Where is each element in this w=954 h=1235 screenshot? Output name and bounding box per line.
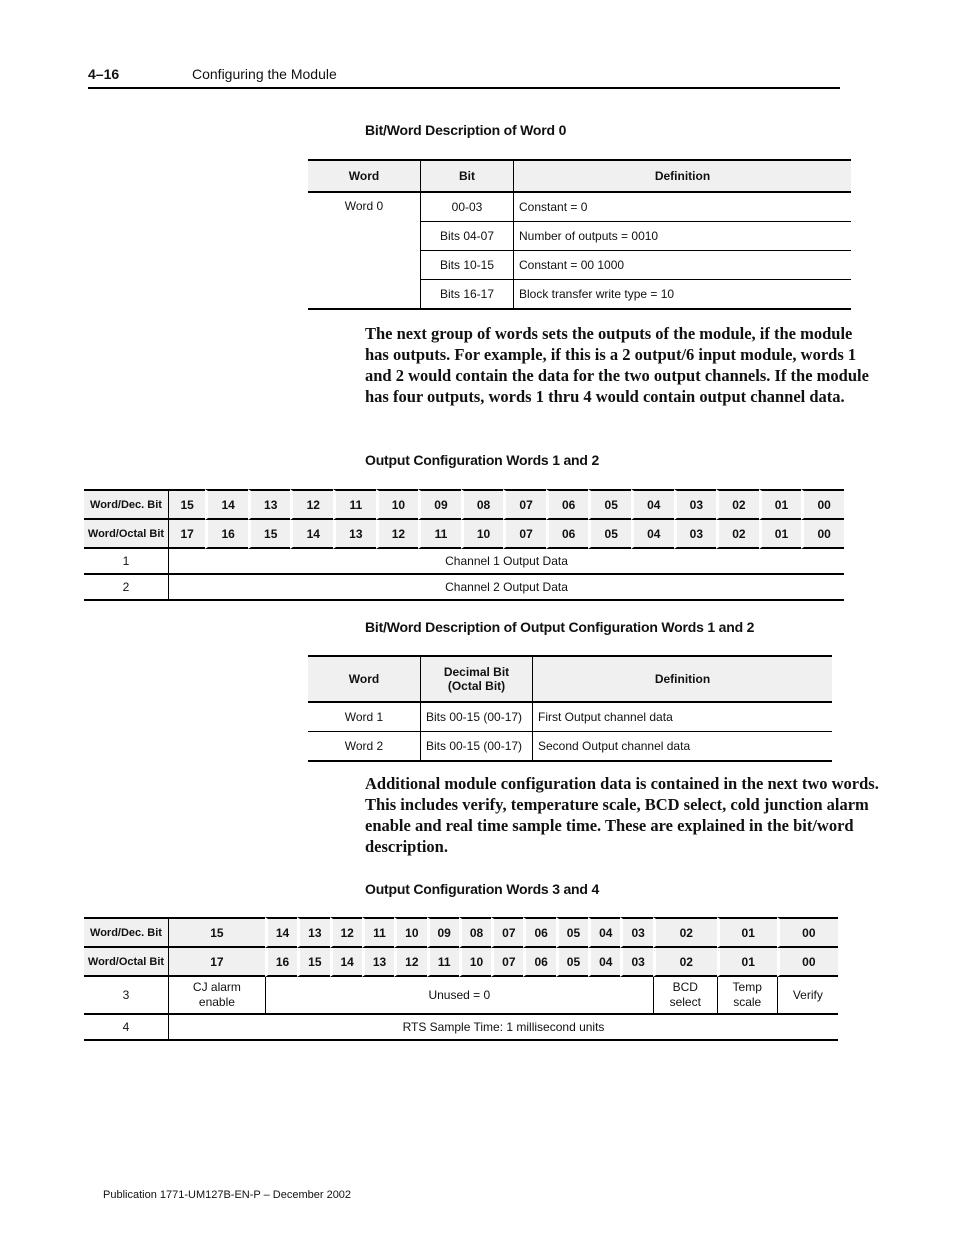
bit-number-cell: 07 [491,917,523,948]
word-cell: Word 0 [308,192,421,309]
body-paragraph-1: The next group of words sets the outputs of the module, if the module has outputs. For example, if this is a 2 output/6 input module, words 1 and 2 would contain the data for the two output channels. If the module has four outputs, words 1 thru 4 would contain output channel data. [365,324,869,406]
bit-number-cell: 05 [588,489,631,520]
bit-number-cell: 11 [362,917,394,948]
bit-number-cell: 00 [777,948,838,977]
word-cell: Word 1 [308,702,421,732]
col-header-definition: Definition [533,656,833,702]
bit-cell: Bits 00-15 (00-17) [421,732,533,762]
page-number: 4–16 [88,66,120,82]
bit-number-cell: 13 [297,917,329,948]
bit-number-cell: 01 [717,948,777,977]
bit-number-cell: 15 [248,520,291,549]
definition-cell: Block transfer write type = 10 [514,280,852,310]
bit-number-cell: 04 [588,948,620,977]
definition-cell: Number of outputs = 0010 [514,222,852,251]
bit-number-cell: 14 [265,917,297,948]
bit-number-cell: 03 [620,948,652,977]
bit-number-cell: 02 [716,489,759,520]
col-header-word: Word [308,656,421,702]
grid1-caption: Output Configuration Words 1 and 2 [365,452,600,468]
bit-cell: Bits 16-17 [421,280,514,310]
bit-number-cell: 11 [427,948,459,977]
grid2-caption: Output Configuration Words 3 and 4 [365,881,600,897]
bit-number-cell: 05 [588,520,631,549]
bit-number-cell: 15 [168,489,205,520]
col-header-bit: Bit [421,160,514,192]
output-config-words-1-2-grid [84,489,844,601]
bit-cell: 00-03 [421,192,514,222]
rts-sample-time-field: RTS Sample Time: 1 millisecond units [168,1015,838,1041]
bit-number-cell: 08 [459,917,491,948]
bit-number-cell: 05 [556,917,588,948]
definition-cell: Constant = 00 1000 [514,251,852,280]
bit-number-cell: 14 [205,489,248,520]
bit-number-cell: 03 [620,917,652,948]
bit-number-cell: 10 [461,520,504,549]
bit-number-cell: 02 [653,948,717,977]
bit-number-cell: 16 [205,520,248,549]
field-line: Temp [732,980,762,994]
bit-number-cell: 03 [674,520,717,549]
col-header-definition: Definition [514,160,852,192]
cj-alarm-field [168,977,265,1015]
bit-number-cell: 14 [330,948,362,977]
bit-number-cell: 11 [333,489,376,520]
bit-number-cell: 06 [546,520,589,549]
bit-number-cell: 09 [427,917,459,948]
bit-number-cell: 01 [717,917,777,948]
bit-number-cell: 04 [588,917,620,948]
bit-number-cell: 00 [801,489,844,520]
bit-number-cell: 00 [801,520,844,549]
definition-cell: Second Output channel data [533,732,833,762]
definition-cell: Constant = 0 [514,192,852,222]
bit-number-cell: 13 [333,520,376,549]
field-line: scale [733,995,762,1009]
word-number: 1 [84,549,168,575]
bit-number-cell: 17 [168,520,205,549]
bit-number-cell: 02 [653,917,717,948]
bit-number-cell: 14 [290,520,333,549]
row-label-dec-bit: Word/Dec. Bit [84,489,168,520]
bit-number-cell: 10 [376,489,419,520]
row-label-octal-bit: Word/Octal Bit [84,520,168,549]
bit-number-cell: 07 [503,520,546,549]
field-line: enable [198,995,235,1009]
bit-number-cell: 12 [376,520,419,549]
definition-cell: First Output channel data [533,702,833,732]
field-line: select [669,995,701,1009]
word-field: Channel 2 Output Data [168,575,844,601]
bit-number-cell: 07 [503,489,546,520]
bit-number-cell: 04 [631,520,674,549]
field-line: BCD [672,980,698,994]
word-field: Channel 1 Output Data [168,549,844,575]
bit-number-cell: 16 [265,948,297,977]
bit-number-cell: 10 [459,948,491,977]
verify-field: Verify [777,977,838,1015]
words-1-2-description-table [308,655,832,762]
word-number: 4 [84,1015,168,1041]
header-rule [88,87,840,89]
bit-number-cell: 11 [418,520,461,549]
header-line: Decimal Bit [443,665,510,679]
table2-caption: Bit/Word Description of Output Configuration Words 1 and 2 [365,619,755,635]
bcd-select-field [653,977,717,1015]
table1-caption: Bit/Word Description of Word 0 [365,122,567,138]
temp-scale-field [717,977,777,1015]
bit-number-cell: 12 [394,948,426,977]
header-line: (Octal Bit) [447,679,506,693]
bit-number-cell: 12 [290,489,333,520]
bit-number-cell: 08 [461,489,504,520]
word-number: 2 [84,575,168,601]
row-label-dec-bit: Word/Dec. Bit [84,917,168,948]
bit-number-cell: 01 [759,520,802,549]
bit-number-cell: 13 [362,948,394,977]
bit-number-cell: 06 [523,917,555,948]
col-header-word: Word [308,160,421,192]
row-label-octal-bit: Word/Octal Bit [84,948,168,977]
unused-field: Unused = 0 [265,977,653,1015]
bit-number-cell: 04 [631,489,674,520]
bit-number-cell: 00 [777,917,838,948]
word-number: 3 [84,977,168,1015]
word-cell: Word 2 [308,732,421,762]
output-config-words-3-4-grid [84,917,838,1041]
bit-cell: Bits 00-15 (00-17) [421,702,533,732]
bit-number-cell: 03 [674,489,717,520]
body-paragraph-2: Additional module configuration data is contained in the next two words. This includes verify, temperature scale, BCD select, cold junction alarm enable and real time sample time. These are explained in the bit/word description. [365,774,879,856]
bit-number-cell: 07 [491,948,523,977]
bit-number-cell: 01 [759,489,802,520]
section-title: Configuring the Module [192,66,337,82]
field-line: CJ alarm [192,980,241,994]
bit-number-cell: 06 [523,948,555,977]
bit-number-cell: 02 [716,520,759,549]
col-header-decimal-bit [421,656,533,702]
bit-cell: Bits 04-07 [421,222,514,251]
publication-footer: Publication 1771-UM127B-EN-P – December 2002 [103,1189,352,1201]
bit-number-cell: 13 [248,489,291,520]
bit-number-cell: 15 [297,948,329,977]
bit-number-cell: 06 [546,489,589,520]
bit-number-cell: 09 [418,489,461,520]
bit-number-cell: 10 [394,917,426,948]
bit-number-cell: 12 [330,917,362,948]
bit-number-cell: 05 [556,948,588,977]
word0-description-table [308,159,851,310]
bit-cell: Bits 10-15 [421,251,514,280]
bit-number-cell: 17 [168,948,265,977]
bit-number-cell: 15 [168,917,265,948]
